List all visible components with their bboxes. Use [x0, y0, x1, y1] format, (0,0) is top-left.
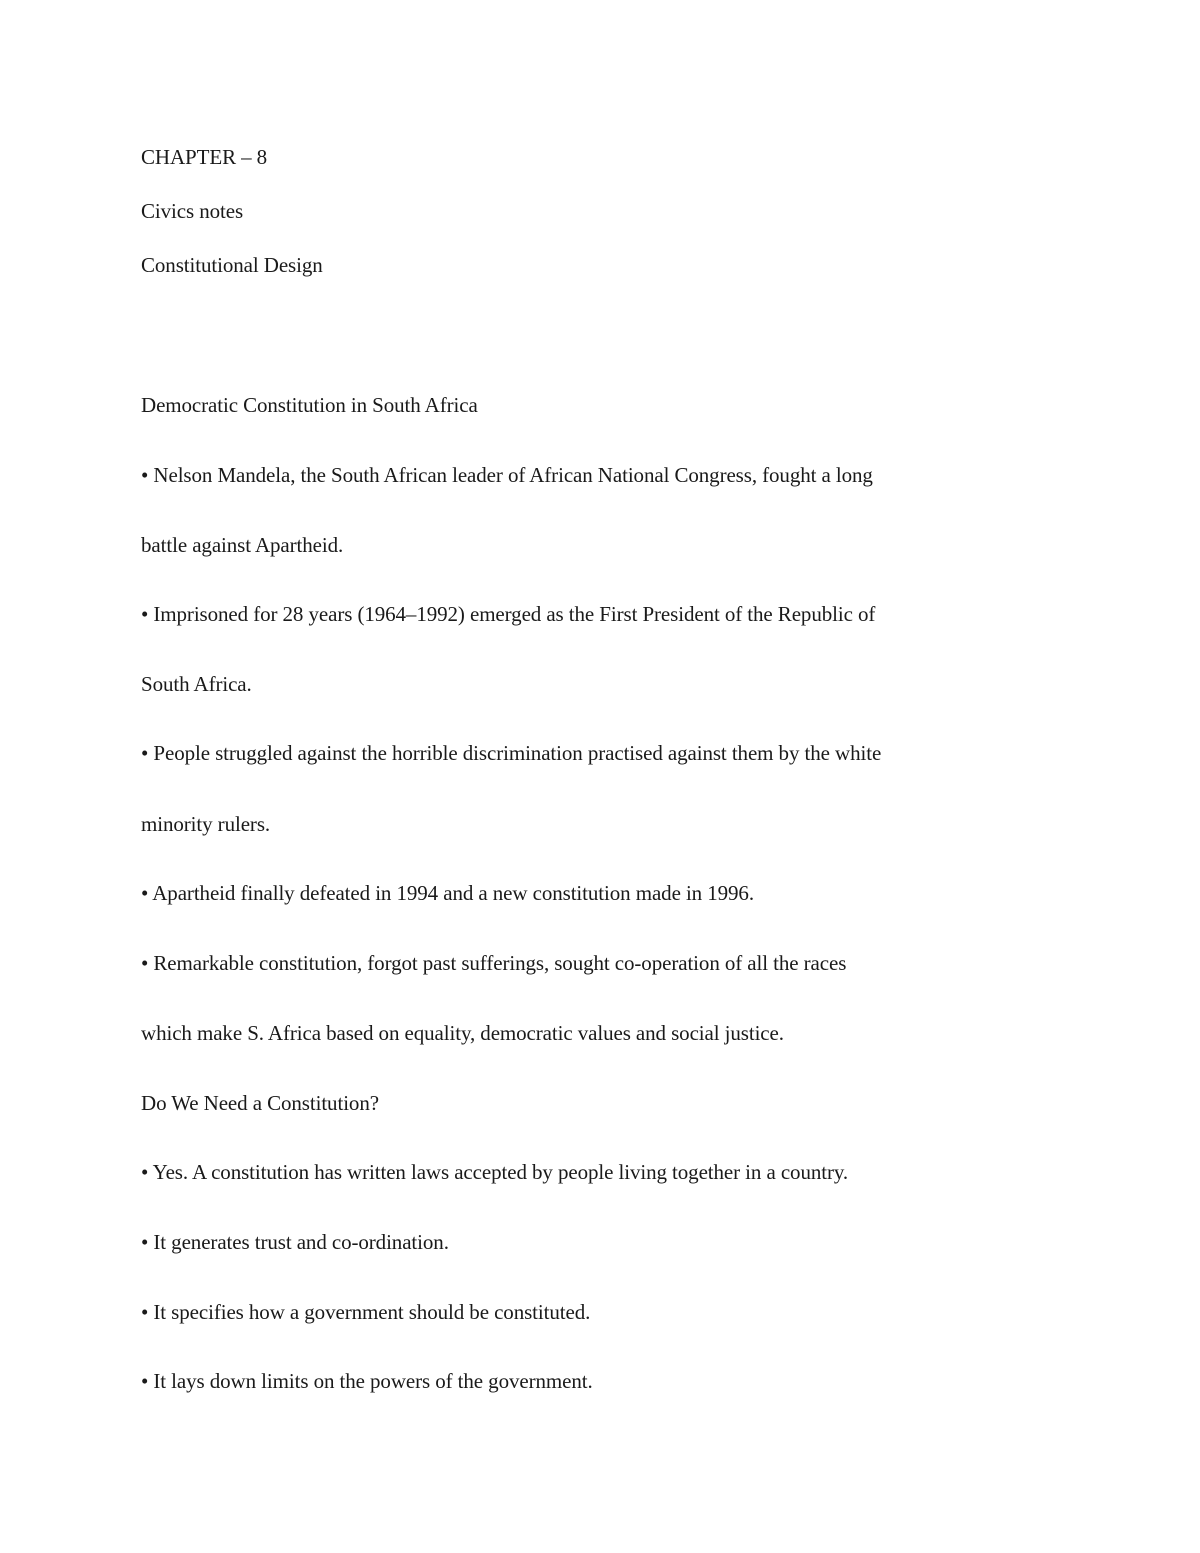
bullet-line: • Imprisoned for 28 years (1964–1992) emerged as the First President of the Republic of: [141, 602, 876, 626]
bullet-line: • Yes. A constitution has written laws accepted by people living together in a country.: [141, 1160, 849, 1184]
bullet-line: • Nelson Mandela, the South African leader of African National Congress, fought a long: [141, 463, 873, 487]
topic-title: Constitutional Design: [141, 253, 323, 277]
bullet-line: • Apartheid finally defeated in 1994 and a new constitution made in 1996.: [141, 881, 754, 905]
bullet-line: • It generates trust and co-ordination.: [141, 1230, 449, 1254]
bullet-continuation: which make S. Africa based on equality, democratic values and social justice.: [141, 1021, 784, 1045]
bullet-line: • It specifies how a government should be constituted.: [141, 1300, 591, 1324]
section-heading: Democratic Constitution in South Africa: [141, 393, 478, 417]
bullet-line: • It lays down limits on the powers of the government.: [141, 1369, 593, 1393]
bullet-continuation: South Africa.: [141, 672, 252, 696]
bullet-line: • Remarkable constitution, forgot past sufferings, sought co-operation of all the races: [141, 951, 847, 975]
section-heading: Do We Need a Constitution?: [141, 1091, 379, 1115]
chapter-heading: CHAPTER – 8: [141, 145, 268, 169]
bullet-line: • People struggled against the horrible discrimination practised against them by the white: [141, 741, 882, 765]
bullet-continuation: minority rulers.: [141, 812, 271, 836]
subject-label: Civics notes: [141, 199, 244, 223]
bullet-continuation: battle against Apartheid.: [141, 533, 344, 557]
